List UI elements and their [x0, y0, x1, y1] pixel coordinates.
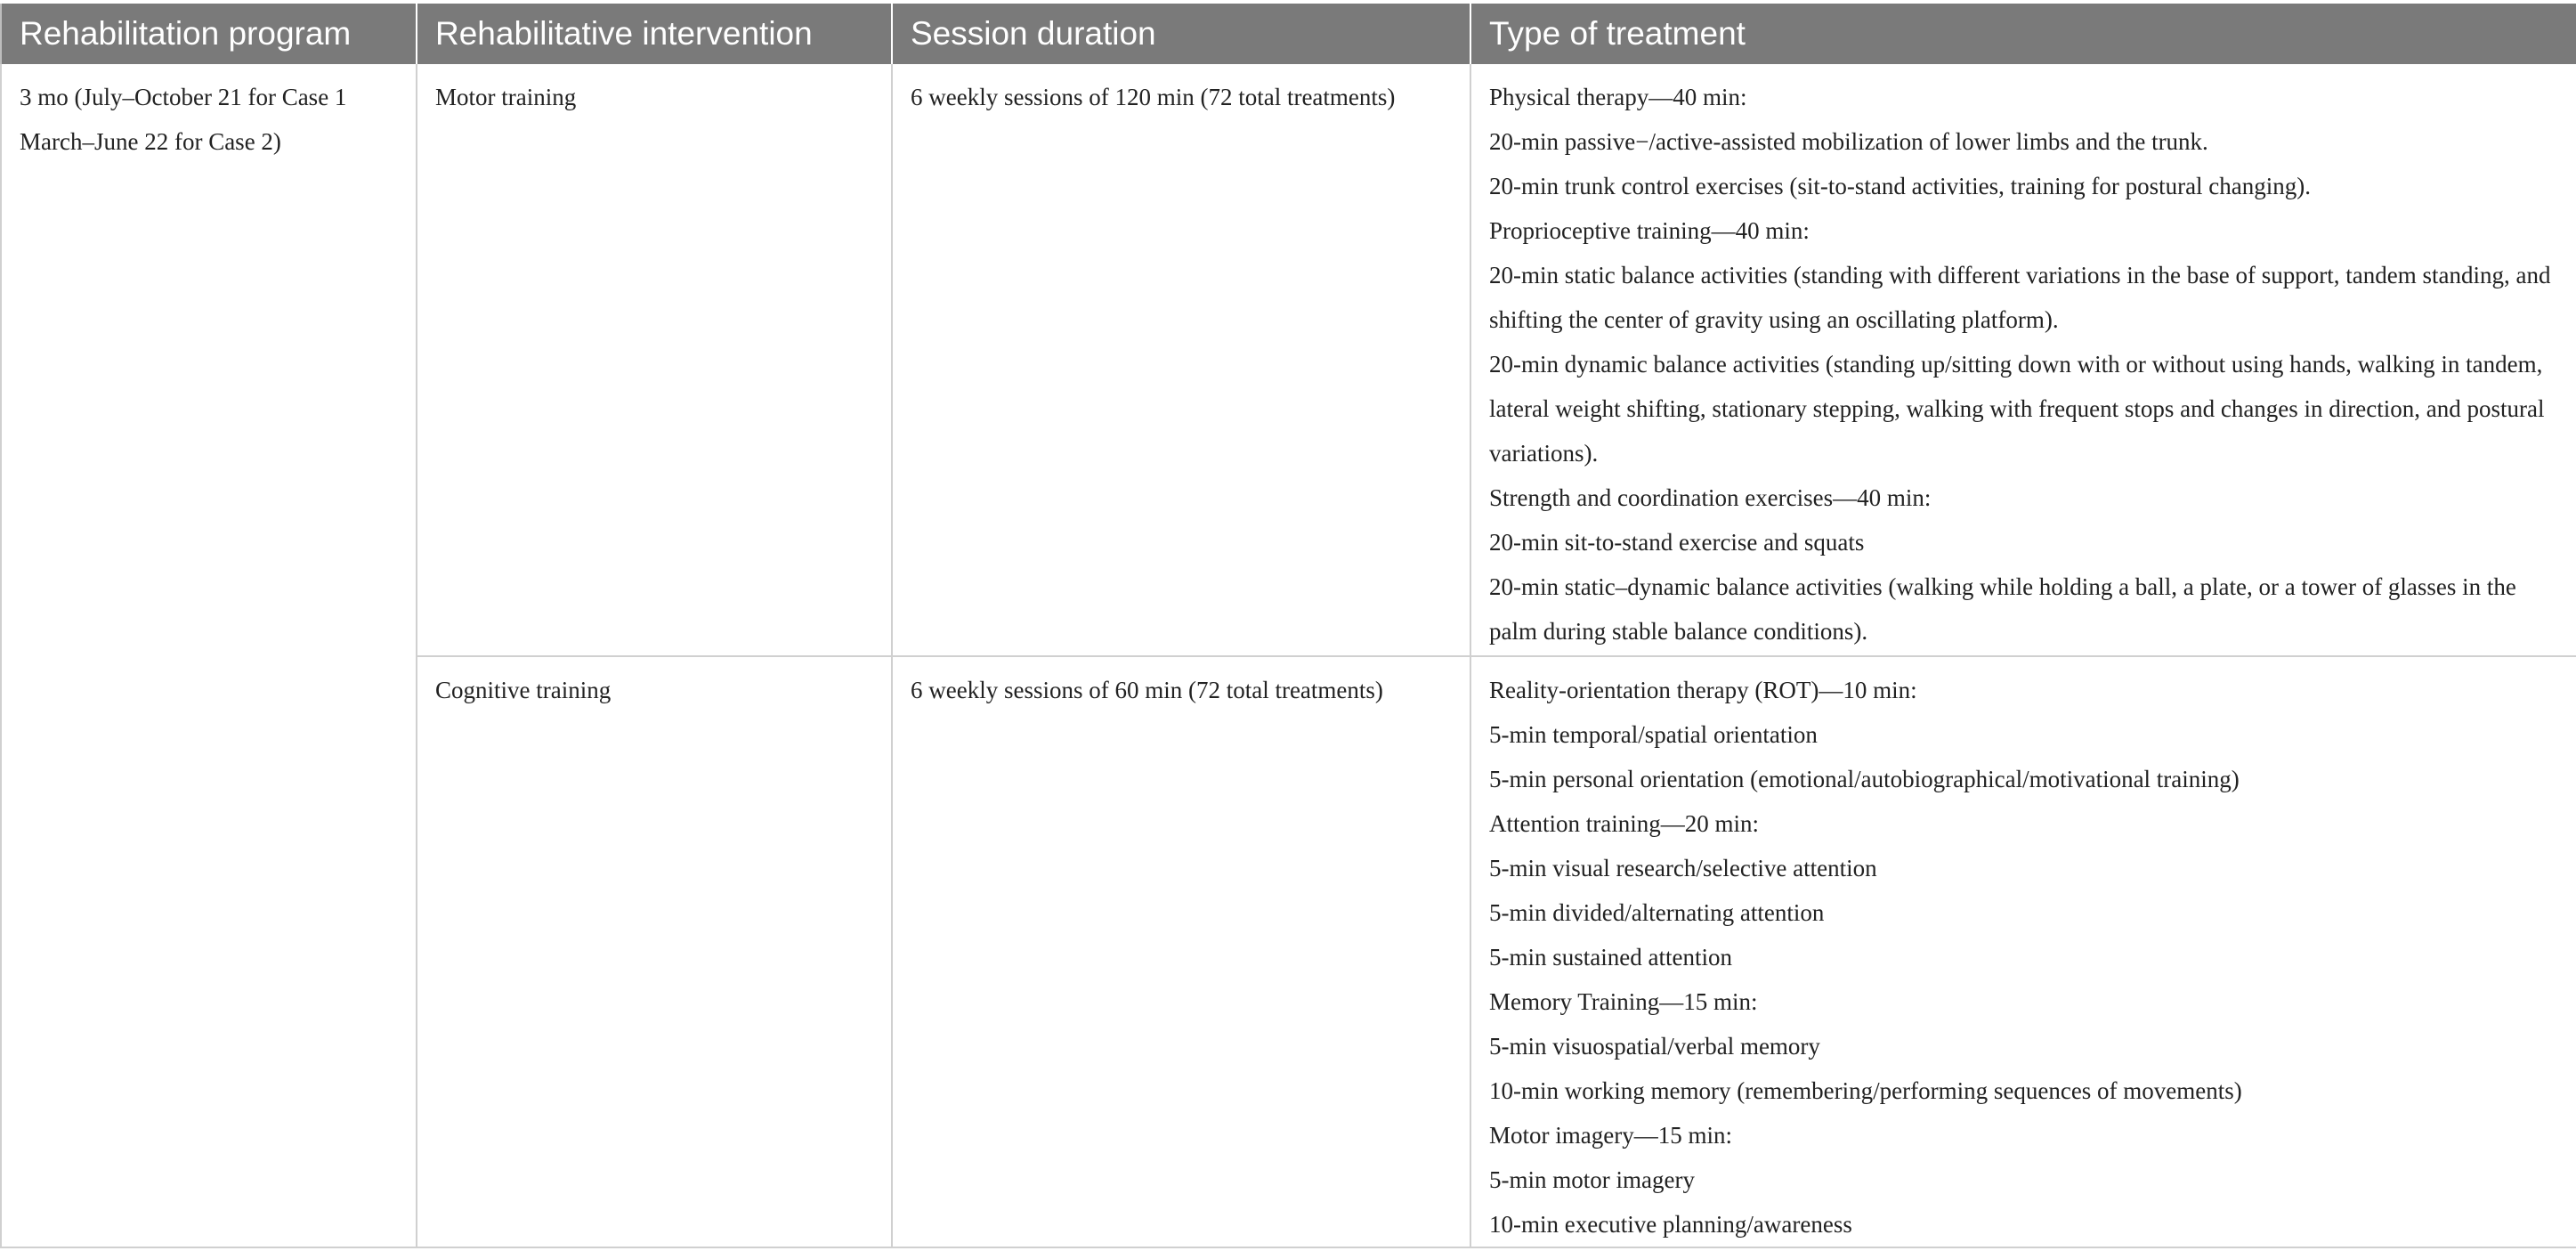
- treatment-line: 5-min personal orientation (emotional/autobiographical/motivational training): [1489, 766, 2240, 792]
- treatment-line: Reality-orientation therapy (ROT)—10 min:: [1489, 677, 1917, 703]
- program-line: 3 mo (July–October 21 for Case 1: [20, 84, 347, 110]
- header-row: [1, 4, 2576, 64]
- treatment-line: Motor imagery—15 min:: [1489, 1122, 1732, 1149]
- header-session-duration: Session duration: [892, 4, 1470, 64]
- treatment-line: Physical therapy—40 min:: [1489, 84, 1747, 110]
- treatment-line: 5-min sustained attention: [1489, 944, 1732, 971]
- treatment-cell: [1470, 656, 2576, 1247]
- treatment-line: 20-min sit-to-stand exercise and squats: [1489, 529, 1865, 556]
- duration-cell: 6 weekly sessions of 60 min (72 total treatments): [892, 656, 1470, 1247]
- program-cell: [1, 64, 417, 1247]
- treatment-line: 20-min static balance activities (standing with different variations in the base of support, tandem standing, and shifting the center of gravity using an oscillating platform).: [1489, 262, 2551, 333]
- treatment-line: 5-min temporal/spatial orientation: [1489, 721, 1818, 748]
- header-rehabilitation-program: Rehabilitation program: [1, 4, 417, 64]
- treatment-line: 20-min static–dynamic balance activities (walking while holding a ball, a plate, or a tower of glasses in the palm during stable balance conditions).: [1489, 573, 2516, 645]
- header-type-of-treatment: Type of treatment: [1470, 4, 2576, 64]
- table-body: [1, 64, 2576, 1247]
- rehabilitation-table: [0, 4, 2576, 1248]
- table-row: [1, 64, 2576, 656]
- table-header: [1, 4, 2576, 64]
- treatment-line: 10-min executive planning/awareness: [1489, 1211, 1852, 1238]
- treatment-line: 5-min visual research/selective attention: [1489, 855, 1877, 881]
- rehabilitation-table-container: [0, 4, 2576, 1248]
- treatment-line: Proprioceptive training—40 min:: [1489, 217, 1810, 244]
- intervention-cell: Motor training: [417, 64, 892, 656]
- treatment-line: Memory Training—15 min:: [1489, 988, 1758, 1015]
- treatment-line: 5-min motor imagery: [1489, 1166, 1695, 1193]
- intervention-cell: Cognitive training: [417, 656, 892, 1247]
- treatment-line: 5-min divided/alternating attention: [1489, 899, 1825, 926]
- header-rehabilitative-intervention: Rehabilitative intervention: [417, 4, 892, 64]
- treatment-line: Attention training—20 min:: [1489, 810, 1759, 837]
- treatment-line: 20-min passive−/active-assisted mobilization of lower limbs and the trunk.: [1489, 128, 2208, 155]
- treatment-line: 20-min trunk control exercises (sit-to-stand activities, training for postural changing).: [1489, 173, 2312, 199]
- treatment-line: 10-min working memory (remembering/performing sequences of movements): [1489, 1077, 2242, 1104]
- treatment-line: 20-min dynamic balance activities (standing up/sitting down with or without using hands, walking in tandem, lateral weight shifting, stationary stepping, walking with frequent stops and changes in direction, and postural variations).: [1489, 351, 2545, 467]
- program-line: March–June 22 for Case 2): [20, 128, 281, 155]
- treatment-line: Strength and coordination exercises—40 min:: [1489, 484, 1932, 511]
- treatment-cell: [1470, 64, 2576, 656]
- duration-cell: 6 weekly sessions of 120 min (72 total treatments): [892, 64, 1470, 656]
- treatment-line: 5-min visuospatial/verbal memory: [1489, 1033, 1820, 1060]
